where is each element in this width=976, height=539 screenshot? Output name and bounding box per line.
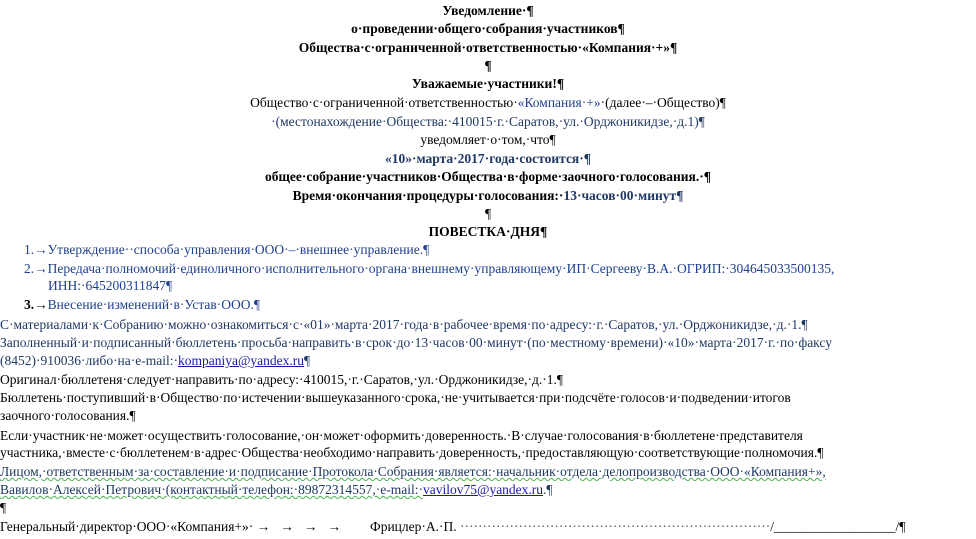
meeting-form: общее·собрание·участников·Общества·в·форме·заочного·голосования.·¶ — [264, 169, 712, 184]
voting-end-label: Время·окончания·процедуры·голосования:· — [292, 188, 564, 203]
ballot-deadline-line-2 — [0, 352, 976, 370]
responsible-person-line-1: Лицом,·ответственным·за·составление·и·подписание·Протокола·Собрания·является:·начальник·отдела·делопроизводства·ООО·«Компания+», — [0, 464, 826, 479]
title-line-1: Уведомление·¶ — [442, 3, 534, 18]
director-name: Фрицлер·А.·П. — [370, 519, 457, 534]
agenda-item-2 — [24, 260, 976, 278]
blank-paragraph: ¶ — [0, 500, 7, 515]
proxy-line-2: участника,·вместе·с·бюллетенем·в·адрес·Общества·необходимо·направить·доверенность,·предоставляющую·соответствующие·полномочия.¶ — [0, 445, 824, 460]
voting-end-value: 13·часов·00·минут¶ — [563, 188, 684, 203]
blank-paragraph: ¶ — [484, 58, 492, 73]
agenda-item-text: Внесение·изменений·в·Устав·ООО.¶ — [47, 297, 261, 312]
agenda-item-3 — [24, 296, 976, 314]
agenda-heading: ПОВЕСТКА·ДНЯ¶ — [428, 224, 548, 239]
agenda-item-2-continued: ИНН:·645200311847¶ — [48, 278, 173, 293]
original-ballot-paragraph: Оригинал·бюллетеня·следует·направить·по·адресу:·410015,·г.·Саратов,·ул.·Орджоникидзе,·д.·1.¶ — [0, 372, 564, 387]
intro-line-2: ·(местонахождение·Общества:·410015·г.·Саратов,·ул.·Орджоникидзе,·д.1)¶ — [271, 114, 705, 129]
greeting: Уважаемые·участники!¶ — [411, 76, 565, 91]
agenda-item-number: 3.→ — [24, 297, 48, 312]
materials-paragraph: С·материалами·к·Собранию·можно·ознакомиться·с·«01»·марта·2017·года·в·рабочее·время·по·адресу:·г.·Саратов,·ул.·Орджоникидзе,·д.·1.¶ — [0, 317, 808, 332]
slash-end: /¶ — [895, 519, 906, 534]
agenda-item-1 — [24, 241, 976, 259]
late-ballot-line-1: Бюллетень·поступивший·в·Общество·по·истечении·вышеуказанного·срока,·не·учитывается·при·подсчёте·голосов·и·подведении·итогов — [0, 390, 791, 405]
fax-text: (8452)·910036·либо·на·e-mail:· — [0, 353, 178, 368]
company-name: «Компания·+» — [517, 95, 601, 110]
agenda-item-text: Передача·полномочий·единоличного·исполнительного·органа·внешнему·управляющему·ИП·Сергееву·В.А.·ОГРИП:·304645033500135, — [47, 261, 835, 276]
proxy-line-1: Если·участник·не·может·осуществить·голосование,·он·может·оформить·доверенность.·В·случае·голосования·в·бюллетене·представителя — [0, 428, 803, 443]
company-email-link[interactable]: kompaniya@yandex.ru — [178, 353, 305, 368]
intro-line-1-start: Общество·с·ограниченной·ответственностью· — [250, 95, 518, 110]
agenda-item-number: 2.→ — [24, 261, 48, 276]
intro-line-1 — [0, 94, 976, 112]
late-ballot-line-2: заочного·голосования.¶ — [0, 408, 136, 423]
agenda-item-text: Утверждение··способа·управления·ООО·–·внешнее·управление.¶ — [47, 242, 430, 257]
title-line-2: о·проведении·общего·собрания·участников¶ — [351, 21, 625, 36]
responsible-person-text: Вавилов·Алексей·Петрович·(контактный·телефон:·89872314557,·e-mail:· — [0, 482, 424, 497]
dotted-leader: ····································································· — [460, 519, 771, 534]
intro-line-3: уведомляет·о·том,·что¶ — [420, 132, 556, 147]
pilcrow: .¶ — [543, 482, 553, 497]
voting-end-time — [0, 187, 976, 205]
responsible-person-line-2 — [0, 481, 976, 499]
tab-marks: → → → → — [256, 519, 342, 534]
intro-line-1-end: ·(далее·–·Общество)¶ — [600, 95, 726, 110]
signature-line — [0, 518, 976, 536]
ballot-deadline-line-1: Заполненный·и·подписанный·бюллетень·просьба·направить·в·срок·до·13·часов·00·минут·(по·местному·времени)·«10»·марта·2017·г.·по·факсу — [0, 335, 832, 350]
slash: / — [770, 519, 774, 534]
signature-blank: __________________ — [773, 519, 896, 534]
responsible-email-link[interactable]: vavilov75@yandex.ru — [423, 482, 544, 497]
meeting-date: «10»·марта·2017·года·состоится·¶ — [384, 151, 592, 166]
director-position: Генеральный·директор·ООО·«Компания+»· — [0, 519, 254, 534]
pilcrow: ¶ — [304, 353, 311, 368]
agenda-item-number: 1.→ — [24, 242, 48, 257]
title-line-3: Общества·с·ограниченной·ответственностью·«Компания·+»¶ — [298, 40, 678, 55]
blank-paragraph: ¶ — [484, 206, 492, 221]
